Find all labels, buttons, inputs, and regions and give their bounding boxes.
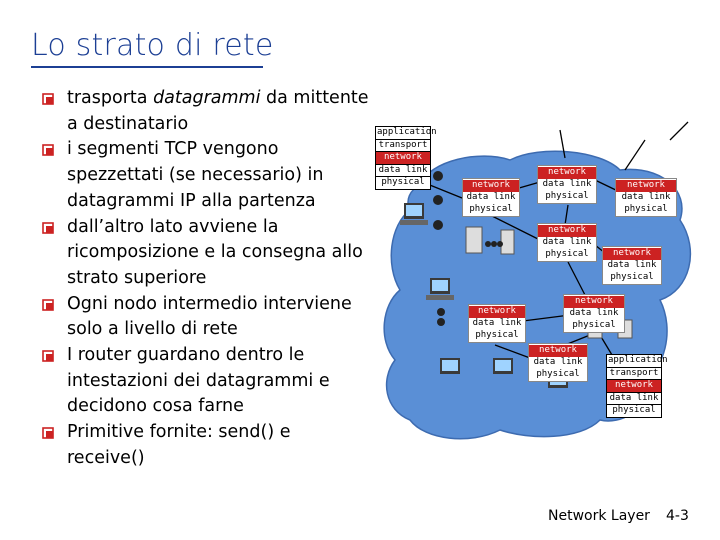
bullet-icon (42, 299, 54, 311)
router-stack-1: network data link physical (462, 178, 520, 217)
bullet-item: dall’altro lato avviene la ricomposizione e la consegna allo strato superiore (40, 215, 370, 292)
slide-title: Lo strato di rete (31, 28, 274, 63)
router-stack-4: network data link physical (537, 223, 597, 262)
router-stack-6: network data link physical (468, 304, 526, 343)
router-stack-8: network data link physical (528, 343, 588, 382)
bullet-icon (42, 427, 54, 439)
router-stack-5: network data link physical (602, 246, 662, 285)
bullet-icon (42, 144, 54, 156)
router-stack-2: network data link physical (537, 165, 597, 204)
footer-label: Network Layer (548, 508, 650, 524)
bullet-icon (42, 222, 54, 234)
bullet-item: Primitive fornite: send() e receive() (40, 420, 370, 471)
host-stack-left: application transport network data link physical (375, 126, 431, 190)
page-number: 4-3 (666, 508, 689, 524)
router-stack-7: network data link physical (563, 294, 625, 333)
bullet-item: Ogni nodo intermedio interviene solo a livello di rete (40, 292, 370, 343)
bullet-icon (42, 93, 54, 105)
bullet-list (40, 86, 370, 472)
bullet-item: trasporta datagrammi da mittente a destinatario (40, 86, 370, 137)
host-stack-right: application transport network data link physical (606, 354, 662, 418)
bullet-item: i segmenti TCP vengono spezzettati (se necessario) in datagrammi IP alla partenza (40, 137, 370, 214)
title-underline (31, 66, 263, 68)
router-stack-3: network data link physical (615, 178, 677, 217)
bullet-icon (42, 350, 54, 362)
bullet-item: I router guardano dentro le intestazioni dei datagrammi e decidono cosa farne (40, 343, 370, 420)
